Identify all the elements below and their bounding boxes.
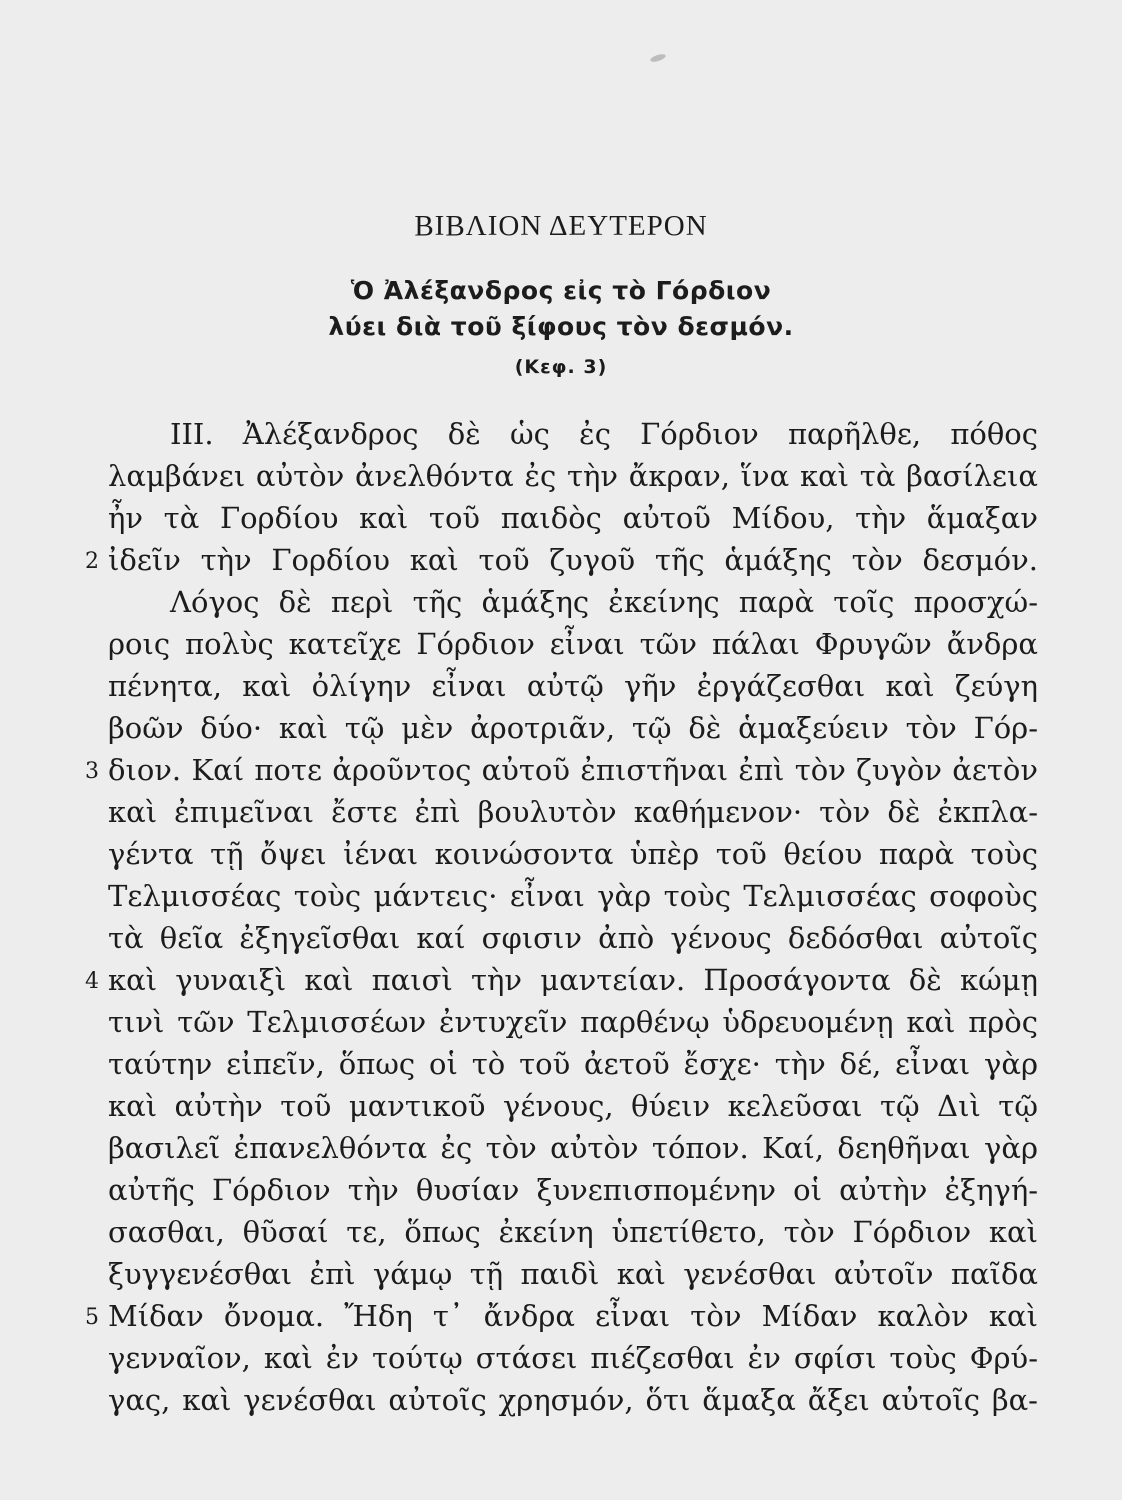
text-line: ἦν τὰ Γορδίου καὶ τοῦ παιδὸς αὐτοῦ Μίδου, τὴν ἅμαξαν [108,501,1038,535]
text-line: ροις πολὺς κατεῖχε Γόρδιον εἶναι τῶν πάλαι Φρυγῶν ἄνδρα [108,627,1038,661]
text-line: σασθαι, θῦσαί τε, ὅπως ἐκείνη ὑπετίθετο, τὸν Γόρδιον καὶ [108,1215,1038,1249]
text-line: ἰδεῖν τὴν Γορδίου καὶ τοῦ ζυγοῦ τῆς ἁμάξης τὸν δεσμόν. [108,543,1038,577]
text-line: λαμβάνει αὐτὸν ἀνελθόντα ἐς τὴν ἄκραν, ἵνα καὶ τὰ βασίλεια [108,459,1038,493]
text-line: III. Ἀλέξανδρος δὲ ὡς ἐς Γόρδιον παρῆλθε, πόθος [170,417,1038,451]
margin-section-number: 2 [85,549,99,574]
text-line: βοῶν δύο· καὶ τῷ μὲν ἀροτριᾶν, τῷ δὲ ἁμαξεύειν τὸν Γόρ- [108,711,1038,745]
margin-section-number: 4 [85,969,99,994]
text-line: τινὶ τῶν Τελμισσέων ἐντυχεῖν παρθένῳ ὑδρευομένῃ καὶ πρὸς [108,1005,1038,1039]
text-line: Μίδαν ὄνομα. Ἤδη τ᾽ ἄνδρα εἶναι τὸν Μίδαν καλὸν καὶ [108,1299,1038,1333]
chapter-heading-line-1: Ὁ Ἀλέξανδρος εἰς τὸ Γόρδιον [350,276,772,305]
book-title: ΒΙΒΛΙΟΝ ΔΕΥΤΕΡΟΝ [414,210,708,242]
margin-section-number: 5 [85,1305,99,1330]
text-line: ξυγγενέσθαι ἐπὶ γάμῳ τῇ παιδὶ καὶ γενέσθαι αὐτοῖν παῖδα [108,1257,1038,1291]
text-line: τὰ θεῖα ἐξηγεῖσθαι καί σφισιν ἀπὸ γένους δεδόσθαι αὐτοῖς [108,921,1038,955]
text-line: βασιλεῖ ἐπανελθόντα ἐς τὸν αὐτὸν τόπον. Καί, δεηθῆναι γὰρ [108,1131,1038,1165]
text-line: διον. Καί ποτε ἀροῦντος αὐτοῦ ἐπιστῆναι ἐπὶ τὸν ζυγὸν ἀετὸν [108,753,1038,787]
text-line: ταύτην εἰπεῖν, ὅπως οἱ τὸ τοῦ ἀετοῦ ἔσχε· τὴν δέ, εἶναι γὰρ [108,1047,1038,1081]
text-line: καὶ ἐπιμεῖναι ἔστε ἐπὶ βουλυτὸν καθήμενον· τὸν δὲ ἐκπλα- [108,795,1038,829]
text-line: καὶ αὐτὴν τοῦ μαντικοῦ γένους, θύειν κελεῦσαι τῷ Διὶ τῷ [108,1089,1038,1123]
text-line: Τελμισσέας τοὺς μάντεις· εἶναι γὰρ τοὺς Τελμισσέας σοφοὺς [108,879,1038,913]
chapter-reference: (Κεφ. 3) [514,356,608,378]
text-line: καὶ γυναιξὶ καὶ παισὶ τὴν μαντείαν. Προσάγοντα δὲ κώμῃ [108,963,1038,997]
text-line: γενναῖον, καὶ ἐν τούτῳ στάσει πιέζεσθαι ἐν σφίσι τοὺς Φρύ- [108,1341,1038,1375]
text-line: γέντα τῇ ὄψει ἰέναι κοινώσοντα ὑπὲρ τοῦ θείου παρὰ τοὺς [108,837,1038,871]
text-line: πένητα, καὶ ὀλίγην εἶναι αὐτῷ γῆν ἐργάζεσθαι καὶ ζεύγη [108,669,1038,703]
margin-section-number: 3 [85,759,99,784]
text-line: Λόγος δὲ περὶ τῆς ἁμάξης ἐκείνης παρὰ τοῖς προσχώ- [170,585,1038,619]
text-line: γας, καὶ γενέσθαι αὐτοῖς χρησμόν, ὅτι ἅμαξα ἄξει αὐτοῖς βα- [108,1383,1038,1417]
chapter-heading-line-2: λύει διὰ τοῦ ξίφους τὸν δεσμόν. [328,312,794,341]
text-line: αὐτῆς Γόρδιον τὴν θυσίαν ξυνεπισπομένην οἱ αὐτὴν ἐξηγή- [108,1173,1038,1207]
paper-speck [649,53,666,64]
